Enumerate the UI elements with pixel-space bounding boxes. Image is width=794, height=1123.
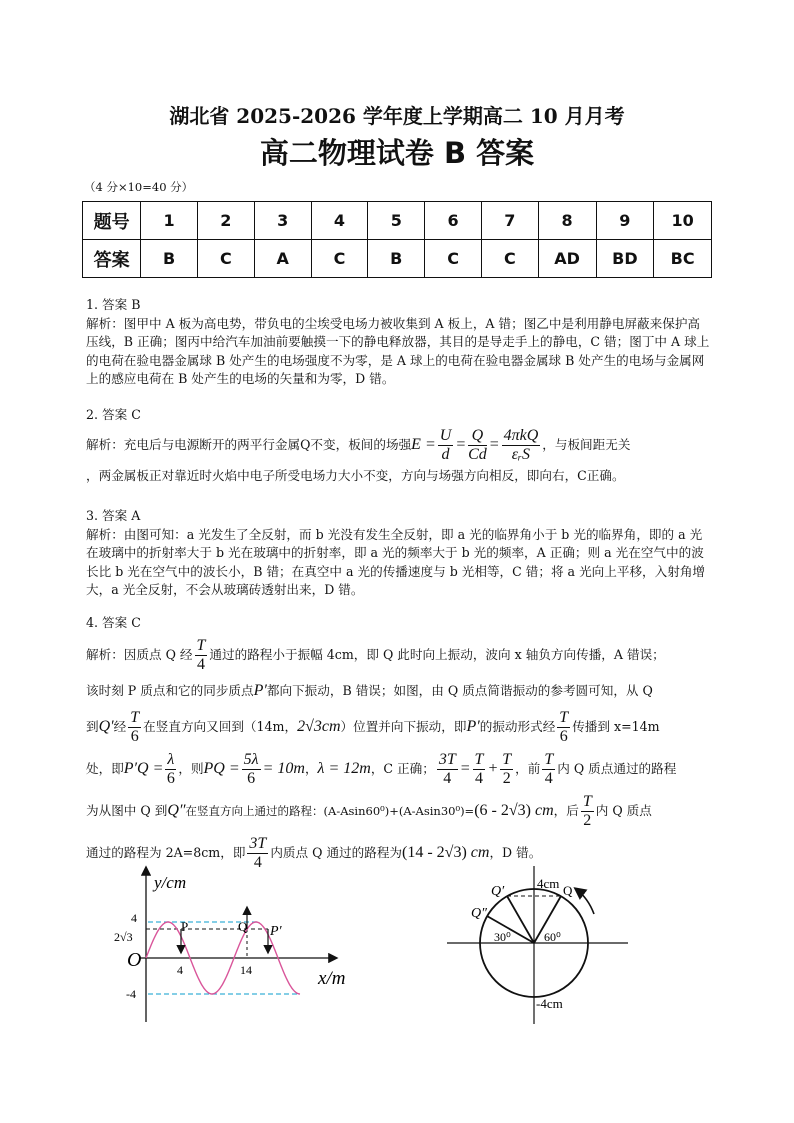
numerator: 3T (438, 750, 456, 768)
x-axis-label: x/m (318, 968, 346, 989)
question-number: 3 (254, 202, 311, 240)
text: 内质点 Q 通过的路程为 (270, 844, 403, 860)
point-q-label: Q (238, 919, 248, 934)
numerator: T (474, 750, 484, 768)
origin-label: O (127, 949, 142, 971)
text: ，前 (515, 760, 541, 776)
question-number: 6 (425, 202, 482, 240)
math: 2√3cm (297, 717, 341, 735)
denominator: 6 (559, 727, 568, 745)
denominator: 6 (247, 769, 256, 787)
exam-title: 湖北省 2025-2026 学年度上学期高二 10 月月考 (169, 104, 625, 128)
question-heading: 1. 答案 B (86, 297, 141, 312)
angle-label-60: 60⁰ (544, 930, 561, 944)
text: 传播到 x=14m (572, 718, 660, 734)
text: ，则 (178, 760, 204, 776)
explanation-text: 解析：由图可知：a 光发生了全反射，而 b 光没有发生全反射，即 a 光的临界角小于 b 光的临界角，即的 a 光在玻璃中的折射率大于 b 光在玻璃中的折射率，即 a 光的频率大于 b 光的频率，A 正确；则 a 光在空气中的波长比 b 光在空气中的波长小，B 错；在真空中 a 光的传播速度与 b 光相等，C 错；将 a 光向上平移，入射角增大，a 光全反射，不会从玻璃砖透射出来，D 错。 (86, 526, 705, 598)
answer-cell: A (254, 240, 311, 278)
math: Q′ (98, 717, 114, 735)
math: + (487, 759, 499, 777)
row-label: 答案 (83, 240, 141, 278)
question-number: 10 (654, 202, 712, 240)
text: ）位置并向下振动，即 (340, 718, 467, 734)
numerator: λ (167, 750, 175, 768)
text: 解析：因质点 Q 经 (86, 646, 193, 662)
math: (6 - 2√3) (474, 801, 531, 819)
math: = (459, 759, 471, 777)
top-label: 4cm (537, 876, 560, 891)
denominator: 4 (443, 769, 452, 787)
math: P′Q = (123, 759, 164, 777)
numerator: 3T (249, 834, 267, 852)
answer-cell: AD (538, 240, 596, 278)
numerator: T (130, 708, 140, 726)
numerator: U (439, 427, 452, 445)
denominator: 2 (502, 769, 511, 787)
answer-cell: C (197, 240, 254, 278)
denominator: 4 (544, 769, 553, 787)
point-q-prime-label: Q′ (491, 884, 505, 899)
text: ，C 正确； (370, 760, 435, 776)
denominator: 4 (475, 769, 483, 787)
explanation-text: 解析：图甲中 A 板为高电势，带负电的尘埃受电场力被收集到 A 板上，A 错；图乙中是利用静电屏蔽来保护高压线，B 正确；图丙中给汽车加油前要触摸一下的静电释放器，其目的是导走手上的静电，C 错；图丁中 A 球上的电荷在验电器金属球 B 处产生的电场强度不为零，是 A 球上的电荷在验电器金属球 B 处产生的电场与金属网上的感应电荷在 B 处产生的电场的矢量和为零，D 错。 (86, 315, 710, 387)
text: 通过的路程小于振幅 4cm，即 Q 此时向上振动，波向 x 轴负方向传播，A 错误； (209, 646, 665, 662)
question-heading: 2. 答案 C (86, 407, 141, 422)
point-q-label: Q (563, 883, 573, 898)
question-number: 5 (368, 202, 425, 240)
math: = 10m (262, 759, 305, 777)
y-axis-label: y/cm (154, 873, 187, 892)
math: Q″ (167, 801, 186, 819)
y-tick: 2√3 (114, 930, 133, 944)
text: 都向下振动，B 错误；如图，由 Q 质点简谐振动的参考圆可知，从 Q (266, 682, 653, 698)
question-number: 9 (596, 202, 654, 240)
denominator: d (441, 446, 450, 464)
rotation-arrow-icon (576, 889, 594, 914)
text: ，后 (553, 802, 579, 818)
x-tick: 4 (177, 963, 183, 977)
denominator: 4 (253, 853, 262, 871)
answer-cell: B (368, 240, 425, 278)
question-heading: 4. 答案 C (86, 614, 141, 630)
text: 经 (113, 718, 127, 734)
question-number: 7 (481, 202, 538, 240)
text: ， (304, 760, 318, 776)
text: 处，即 (86, 760, 124, 776)
numerator: 4πkQ (503, 427, 539, 445)
denominator: Cd (468, 446, 487, 464)
question-number: 8 (538, 202, 596, 240)
text: 解析：充电后与电源断开的两平行金属Q不变，板间的场强 (86, 437, 412, 453)
math: P′ (466, 717, 480, 735)
text: 通过的路程为 2A=8cm，即 (86, 844, 246, 860)
text: 该时刻 P 质点和它的同步质点 (86, 682, 254, 698)
question-number: 2 (197, 202, 254, 240)
score-note: （4 分×10=40 分） (84, 180, 194, 194)
point-p-label: P (181, 919, 189, 934)
row-label: 题号 (83, 202, 141, 240)
answer-sheet-title: 高二物理试卷 B 答案 (259, 136, 535, 170)
text: 内 Q 质点通过的路程 (557, 760, 677, 776)
text: 的振动形式经 (479, 718, 556, 734)
equals: = (488, 436, 500, 454)
denominator: 4 (196, 655, 205, 673)
numerator: T (502, 750, 512, 768)
numerator: T (559, 708, 569, 726)
math: cm (534, 801, 554, 819)
text: ，D 错。 (489, 844, 542, 860)
math: P′ (253, 681, 267, 699)
denominator: 6 (166, 769, 175, 787)
text: 在竖直方向上通过的路程：(A-Asin60⁰)+(A-Asin30⁰)= (185, 803, 475, 818)
text: 到 (86, 718, 99, 734)
numerator: Q (468, 427, 487, 446)
formula-e: E = (411, 436, 436, 454)
angle-label-30: 30⁰ (494, 930, 511, 944)
text: 在竖直方向又回到（14m， (143, 718, 298, 734)
denominator: 2 (583, 811, 592, 829)
question-number: 4 (311, 202, 368, 240)
numerator: 5λ (243, 750, 259, 768)
explanation-line: ，两金属板正对靠近时火焰中电子所受电场力大小不变，方向与场强方向相反，即向右，C正确。 (86, 467, 625, 483)
text: 内 Q 质点 (595, 802, 652, 818)
y-tick: 4 (131, 911, 137, 925)
answer-cell: C (425, 240, 482, 278)
text: 为从图中 Q 到 (86, 802, 168, 818)
denominator: εᵣS (511, 446, 531, 464)
answer-cell: C (311, 240, 368, 278)
equals: = (455, 436, 467, 454)
numerator: T (544, 750, 554, 768)
answer-cell: C (481, 240, 538, 278)
bottom-label: -4cm (536, 996, 563, 1011)
text: ，与板间距无关 (542, 437, 631, 453)
numerator: T (582, 792, 592, 810)
numerator: T (196, 636, 206, 654)
math: PQ = (203, 759, 240, 777)
reference-circle-figure (447, 866, 628, 1024)
x-tick: 14 (240, 963, 252, 977)
denominator: 6 (130, 727, 139, 745)
point-q-double-prime-label: Q″ (471, 906, 487, 921)
math: λ = 12m (317, 759, 371, 777)
y-tick: -4 (126, 987, 136, 1001)
question-heading: 3. 答案 A (86, 508, 141, 523)
answer-cell: BC (654, 240, 712, 278)
answer-cell: BD (596, 240, 654, 278)
answer-cell: B (141, 240, 198, 278)
question-number: 1 (141, 202, 198, 240)
math: cm (470, 843, 490, 861)
point-p-prime-label: P′ (270, 924, 282, 939)
math: (14 - 2√3) (402, 843, 467, 861)
